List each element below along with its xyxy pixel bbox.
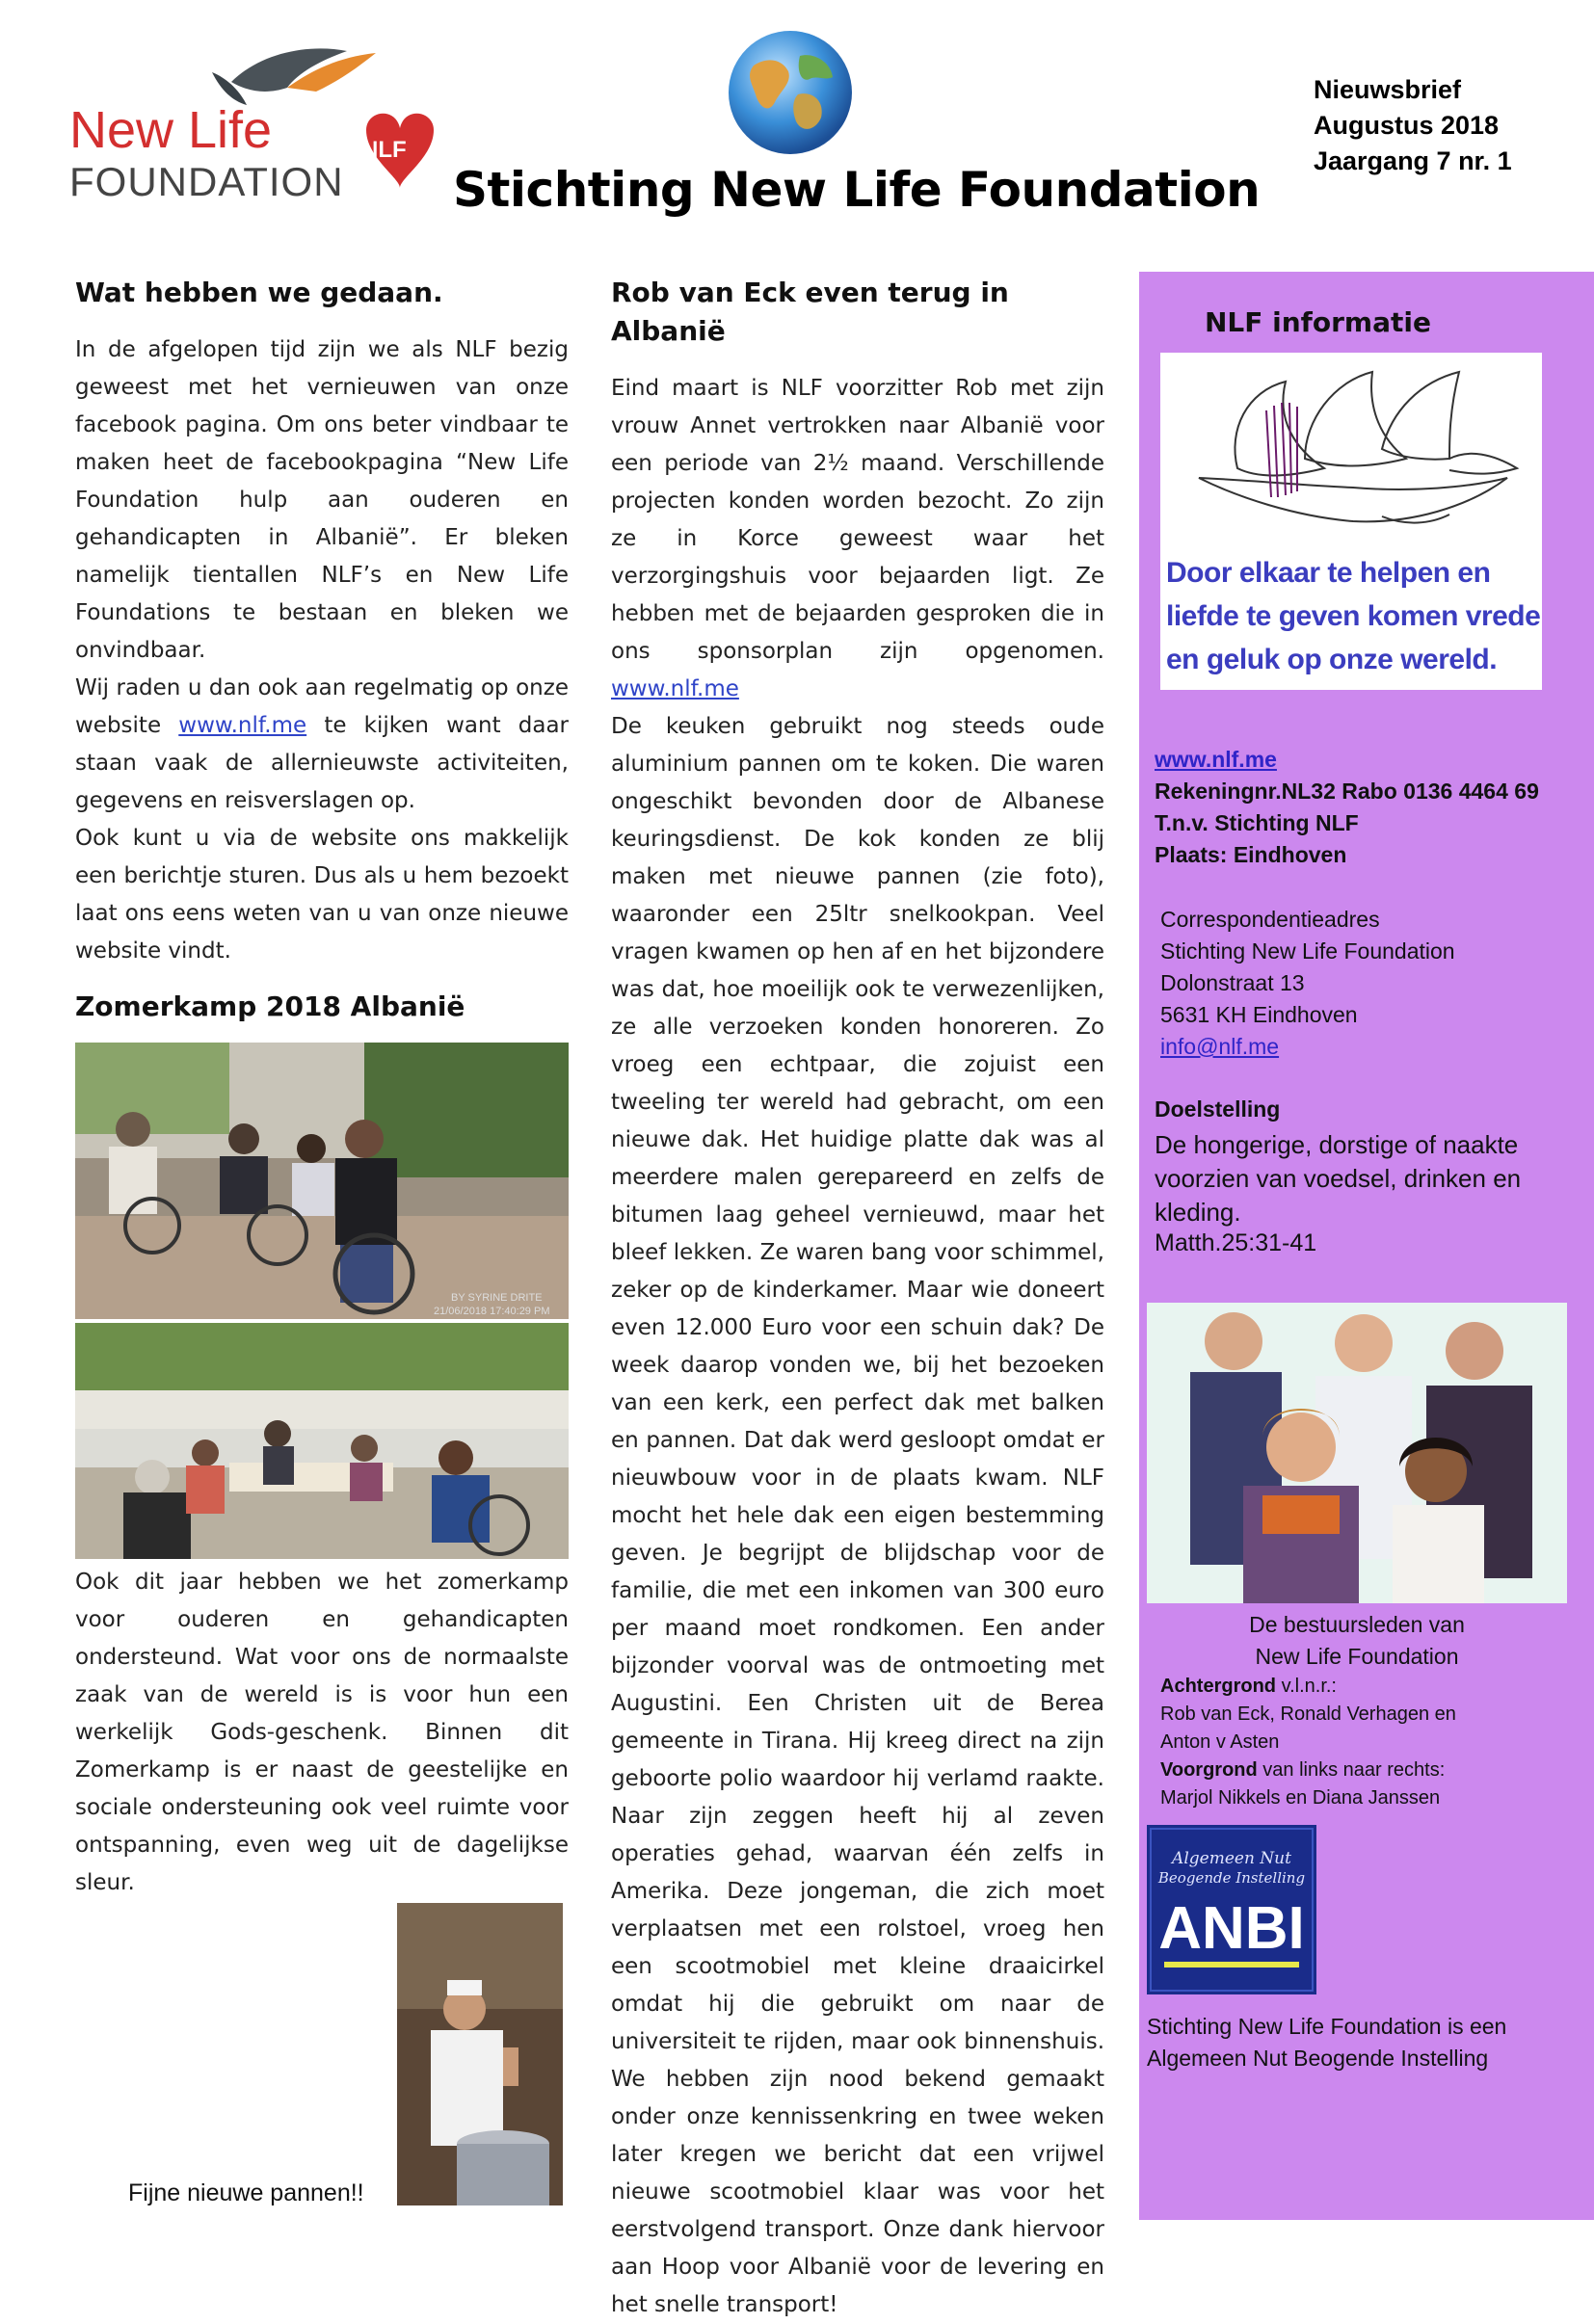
paragraph-trip-text: Eind maart is NLF voorzitter Rob met zijn vrouw Annet vertrokken naar Albanië voor een periode van 2½ maand. Verschillende projecten konden worden bezocht. Zo zijn ze in Korce geweest waar het verzorgingshuis voor bejaarden ligt. Ze hebben met de bejaarden gesproken die in ons sponsorplan zijn opgenomen. (611, 376, 1104, 664)
background-row-label (1160, 1673, 1584, 1701)
address-street: Dolonstraat 13 (1160, 970, 1305, 995)
anbi-logo (1147, 1825, 1316, 1994)
column-middle (611, 274, 1104, 2324)
background-names-2: Anton v Asten (1160, 1731, 1280, 1753)
paragraph-kitchen: De keuken gebruikt nog steeds oude aluminium pannen om te koken. Die waren ongeschikt bevonden door de Albanese keuringsdienst. De kok konden ze blij maken met nieuwe pannen (zie foto), waaronder een 25ltr snelkookpan. Veel vragen kwamen op hen af en het bijzondere was dat, hoe moeilijk ook te verwezenlijken, ze alle verzoeken konden honoreren. Zo vroeg een echtpaar, die zojuist een tweeling ter wereld had gebracht, om een nieuwe dak. Het huidige platte dak was al meerdere malen gerepareerd en zelfs de bitumen laag geheel vernieuwd, maar het bleef lekken. Ze waren bang voor schimmel, zeker op de kinderkamer. Maar wie doneert even 12.000 Euro voor een schuin dak? De week daarop vonden we, bij het bezoeken van een kerk, een perfect dak met balken en pannen. Dat dak werd gesloopt omdat er nieuwbouw voor in de plaats kwam. NLF mocht het hele dak een eigen bestemming geven. Je begrijpt de blijdschap voor de familie, die met een inkomen van 300 euro per maand moet rondkomen. Een ander bijzonder voorval was de ontmoeting met Augustini. Een Christen uit de Berea gemeente in Tirana. Hij kreeg direct na zijn geboorte polio waardoor hij verlamd raakte. Naar zijn zeggen heeft hij al zeven operaties gehad, waarvan één zelfs in Amerika. Deze jongeman, die zich moet verplaatsen met een rolstoel, vroeg hen een scootmobiel met kleine draaicirkel omdat hij die gebruikt om naar de universiteit te rijden, maar ook binnenshuis. We hebben zijn nood bekend gemaakt onder onze kennissenkring en twee weken later kregen we bericht dat een vrijwel nieuwe scootmobiel klaar was voor het eerstvolgend transport. Onze dank hiervoor aan Hoop voor Albanië voor de levering en het snelle transport! (611, 714, 1104, 2317)
foreground-direction: van links naar rechts: (1262, 1759, 1446, 1781)
photo-stamp: BY SYRINE DRITE (451, 1292, 543, 1304)
logo-badge-text: NLF (361, 137, 407, 163)
sidebar-place: Plaats: Eindhoven (1155, 842, 1347, 867)
website-link-2[interactable]: www.nlf.me (611, 676, 739, 701)
anbi-statement-line-2: Algemeen Nut Beogende Instelling (1147, 2046, 1489, 2071)
summercamp-photo-2 (75, 1323, 569, 1559)
issue-info (1314, 72, 1512, 179)
goal-heading: Doelstelling (1155, 1096, 1281, 1122)
issue-volume: Jaargang 7 nr. 1 (1314, 146, 1512, 175)
section-heading-rob: Rob van Eck even terug in Albanië (611, 277, 1009, 347)
logo-line-2: FOUNDATION (69, 159, 344, 204)
logo-line-1: New Life (69, 101, 273, 159)
sidebar-account-number: Rekeningnr.NL32 Rabo 0136 4464 69 (1155, 779, 1539, 804)
sidebar-website-link[interactable]: www.nlf.me (1155, 747, 1277, 772)
summercamp-photo-1 (75, 1043, 569, 1319)
sidebar-slogan: Door elkaar te helpen en liefde te geven komen vrede en geluk op onze wereld. (1166, 557, 1541, 675)
background-names-1: Rob van Eck, Ronald Verhagen en (1160, 1703, 1456, 1725)
website-link[interactable]: www.nlf.me (178, 713, 307, 738)
paragraph-website-text-2: te kijken want daar staan vaak de allernieuwste activiteiten, gegevens en reisverslagen op. (75, 713, 569, 813)
anbi-statement-line-1: Stichting New Life Foundation is een (1147, 2014, 1507, 2039)
photo-date: 21/06/2018 17:40:29 PM (434, 1306, 550, 1317)
address-name: Stichting New Life Foundation (1160, 938, 1455, 964)
column-left-bottom (75, 1564, 569, 1902)
board-caption-line-1: De bestuursleden van (1249, 1612, 1465, 1637)
paragraph-website-text-1: Wij raden u dan ook aan regelmatig op onze website (75, 675, 569, 738)
newsletter-title: Stichting New Life Foundation (453, 162, 1261, 218)
board-caption (1147, 1609, 1567, 1673)
cook-photo (397, 1903, 563, 2205)
column-left (75, 274, 569, 1026)
section-heading-summercamp: Zomerkamp 2018 Albanië (75, 990, 465, 1022)
sidebar-account-holder: T.n.v. Stichting NLF (1155, 810, 1359, 835)
paragraph-facebook: In de afgelopen tijd zijn we als NLF bezig geweest met het vernieuwen van onze facebook pagina. Om ons beter vindbaar te maken heet de facebookpagina “New Life Foundation hulp aan ouderen en gehandicapten in Albanië”. Er bleken namelijk tientallen NLF’s en New Life Foundations te bestaan en bleken we onvindbaar. (75, 337, 569, 663)
paragraph-website (75, 670, 569, 820)
anbi-small-1: Algemeen Nut (1172, 1849, 1291, 1868)
photo-caption-pans: Fijne nieuwe pannen!! (128, 2179, 364, 2206)
globe-icon (725, 27, 856, 158)
anbi-small-2: Beogende Instelling (1157, 1869, 1306, 1887)
foreground-label: Voorgrond (1160, 1759, 1258, 1781)
address-city: 5631 KH Eindhoven (1160, 1002, 1358, 1027)
address-label: Correspondentieadres (1160, 907, 1380, 932)
email-link[interactable]: info@nlf.me (1160, 1034, 1280, 1059)
goal-reference: Matth.25:31-41 (1155, 1229, 1317, 1256)
section-heading-done: Wat hebben we gedaan. (75, 277, 443, 308)
sidebar-title: NLF informatie (1205, 306, 1431, 338)
issue-label: Nieuwsbrief (1314, 75, 1462, 104)
foreground-names: Marjol Nikkels en Diana Janssen (1160, 1787, 1441, 1809)
sidebar-account-info (1155, 744, 1588, 871)
board-members-photo (1147, 1303, 1567, 1603)
board-caption-line-2: New Life Foundation (1255, 1644, 1459, 1669)
background-direction: v.l.n.r.: (1281, 1676, 1337, 1697)
paragraph-contact: Ook kunt u via de website ons makkelijk een berichtje sturen. Dus als u hem bezoekt laat ons eens weten van u van onze nieuwe website vindt. (75, 826, 569, 964)
paragraph-summercamp: Ook dit jaar hebben we het zomerkamp voor ouderen en gehandicapten ondersteund. Wat voor ons de normaalste zaak van de wereld is is voor hun een werkelijk Gods-geschenk. Binnen dit Zomerkamp is er naast de geestelijke en sociale ondersteuning ook veel ruimte voor ontspanning, even weg uit de dagelijkse sleur. (75, 1570, 569, 1895)
anbi-big: ANBI (1158, 1895, 1305, 1962)
issue-date: Augustus 2018 (1314, 111, 1500, 140)
foreground-row-label (1160, 1756, 1584, 1784)
anbi-statement (1147, 2011, 1590, 2074)
goal-text: De hongerige, dorstige of naakte voorzien van voedsel, drinken en kleding. (1155, 1130, 1522, 1227)
nlf-logo (67, 43, 443, 212)
sidebar-address (1160, 904, 1455, 1063)
paragraph-trip (611, 370, 1104, 708)
background-label: Achtergrond (1160, 1676, 1276, 1697)
board-names (1160, 1673, 1584, 1812)
